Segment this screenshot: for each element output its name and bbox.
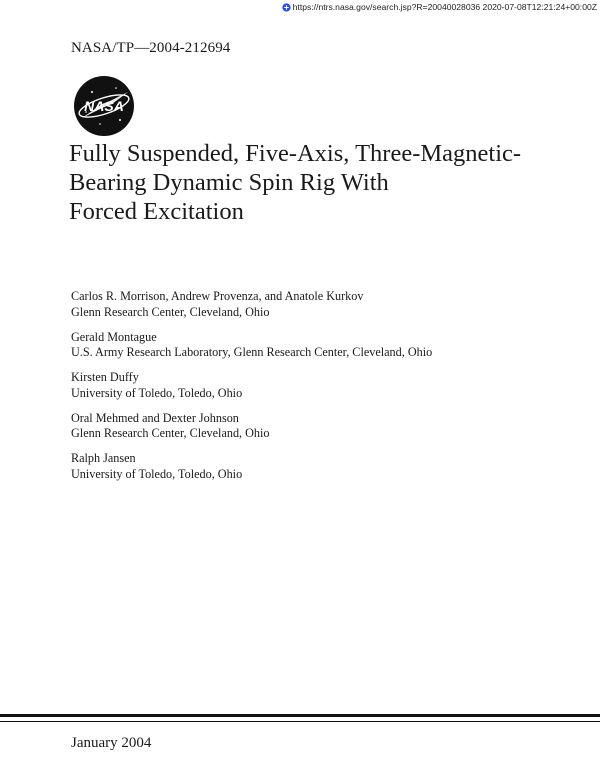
author-affiliation: University of Toledo, Toledo, Ohio	[71, 466, 243, 481]
title-line: Fully Suspended, Five-Axis, Three-Magnetic-	[69, 140, 522, 167]
author-affiliation: U.S. Army Research Laboratory, Glenn Research Center, Cleveland, Ohio	[71, 345, 433, 359]
author-names: Carlos R. Morrison, Andrew Provenza, and Anatole Kurkov	[71, 289, 364, 303]
author-names: Ralph Jansen	[71, 451, 136, 465]
title-line: Bearing Dynamic Spin Rig With	[69, 169, 389, 196]
author-list	[71, 289, 432, 492]
author-block	[71, 289, 432, 320]
author-affiliation: University of Toledo, Toledo, Ohio	[71, 385, 243, 400]
source-url-stamp	[282, 2, 597, 12]
publication-date: January 2004	[71, 735, 152, 751]
author-names: Kirsten Duffy	[71, 370, 139, 384]
document-title	[69, 139, 589, 226]
author-names: Oral Mehmed and Dexter Johnson	[71, 410, 239, 425]
author-block	[71, 411, 432, 442]
link-icon	[282, 3, 291, 12]
author-block	[71, 370, 432, 401]
author-block	[71, 330, 432, 361]
logo-text: NASA	[84, 98, 124, 114]
author-names: Gerald Montague	[71, 329, 157, 344]
report-number: NASA/TP—2004-212694	[71, 40, 231, 56]
footer-rule	[0, 714, 600, 717]
author-affiliation: Glenn Research Center, Cleveland, Ohio	[71, 426, 270, 440]
author-affiliation: Glenn Research Center, Cleveland, Ohio	[71, 304, 270, 319]
footer-rule-thin	[0, 721, 600, 722]
source-url-link[interactable]: https://ntrs.nasa.gov/search.jsp?R=20040028036 2020-07-08T12:21:24+00:00Z	[292, 2, 597, 12]
author-block	[71, 451, 432, 482]
title-line: Forced Excitation	[69, 198, 244, 225]
nasa-meatball-logo	[72, 74, 136, 138]
